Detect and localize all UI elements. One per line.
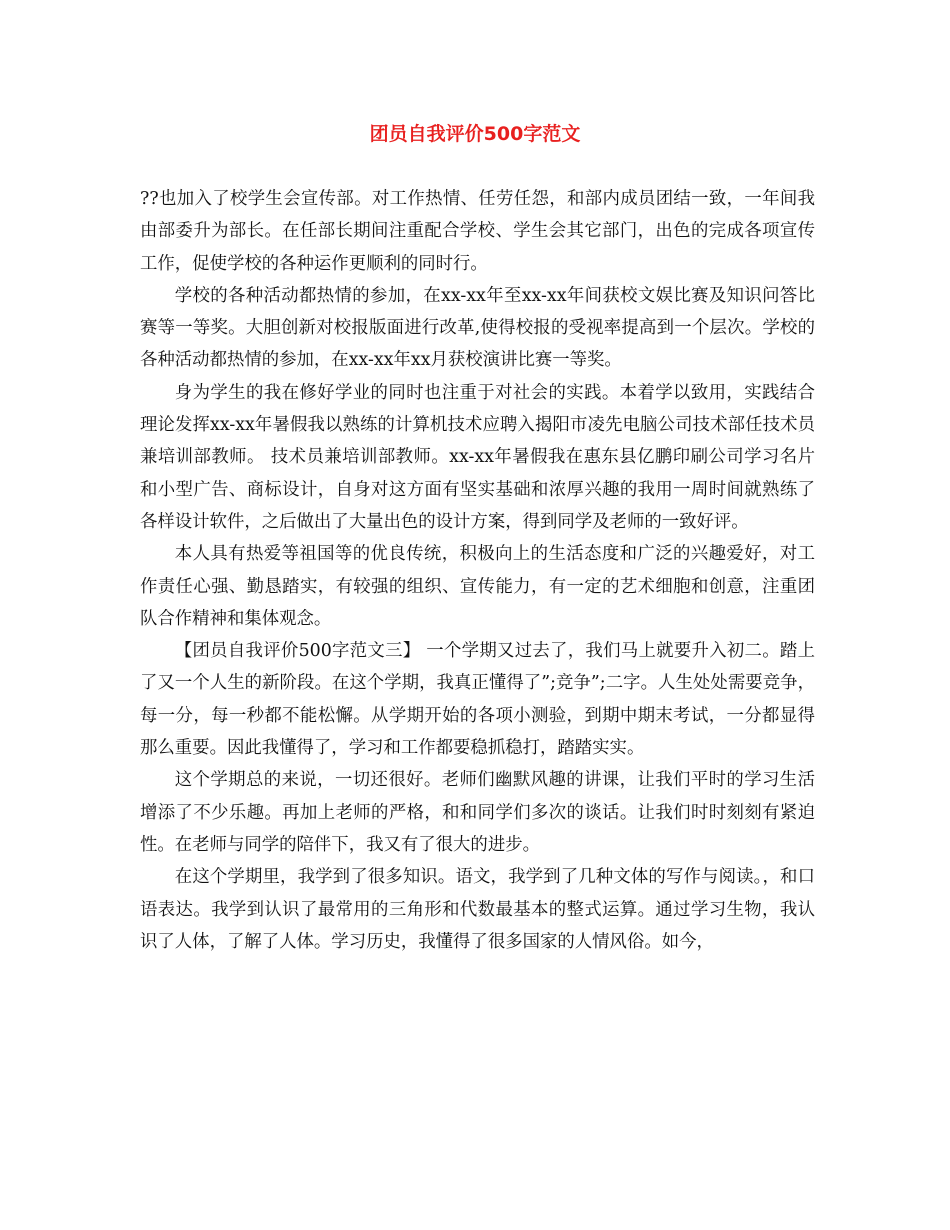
document-title: 团员自我评价500字范文 (369, 123, 581, 145)
paragraph-1: ??也加入了校学生会宣传部。对工作热情、任劳任怨，和部内成员团结一致，一年间我由部委升为部长。在任部长期间注重配合学校、学生会其它部门，出色的完成各项宣传工作，促使学校的各种运作更顺利的同时行。 (140, 189, 815, 274)
paragraph-2: 学校的各种活动都热情的参加，在xx-xx年至xx-xx年间获校文娱比赛及知识问答比赛等一等奖。大胆创新对校报版面进行改革,使得校报的受视率提高到一个层次。学校的各种活动都热情的参加，在xx-xx年xx月获校演讲比赛一等奖。 (140, 285, 815, 371)
paragraph-7: 在这个学期里，我学到了很多知识。语文，我学到了几种文体的写作与阅读。，和口语表达。我学到认识了最常用的三角形和代数最基本的整式运算。通过学习生物，我认识了人体，了解了人体。学习历史，我懂得了很多国家的人情风俗。如今， (140, 867, 815, 952)
paragraph-4: 本人具有热爱等祖国等的优良传统，积极向上的生活态度和广泛的兴趣爱好，对工作责任心强、勤恳踏实，有较强的组织、宣传能力，有一定的艺术细胞和创意，注重团队合作精神和集体观念。 (140, 544, 815, 629)
paragraph-6: 这个学期总的来说，一切还很好。老师们幽默风趣的讲课，让我们平时的学习生活增添了不少乐趣。再加上老师的严格，和和同学们多次的谈话。让我们时时刻刻有紧迫性。在老师与同学的陪伴下，我又有了很大的进步。 (140, 770, 815, 855)
document-body (140, 183, 815, 958)
paragraph-3: 身为学生的我在修好学业的同时也注重于对社会的实践。本着学以致用，实践结合理论发挥xx-xx年暑假我以熟练的计算机技术应聘入揭阳市凌先电脑公司技术部任技术员兼培训部教师。 技术员兼培训部教师。xx-xx年暑假我在惠东县亿鹏印刷公司学习名片和小型广告、商标设计，自身对这方面有坚实基础和浓厚兴趣的我用一周时间就熟练了各样设计软件，之后做出了大量出色的设计方案，得到同学及老师的一致好评。 (140, 382, 815, 532)
paragraph-5: 【团员自我评价500字范文三】 一个学期又过去了，我们马上就要升入初二。踏上了又一个人生的新阶段。在这个学期，我真正懂得了”;竞争”;二字。人生处处需要竞争，每一分，每一秒都不能松懈。从学期开始的各项小测验，到期中期末考试，一分都显得那么重要。因此我懂得了，学习和工作都要稳抓稳打，踏踏实实。 (140, 641, 815, 759)
